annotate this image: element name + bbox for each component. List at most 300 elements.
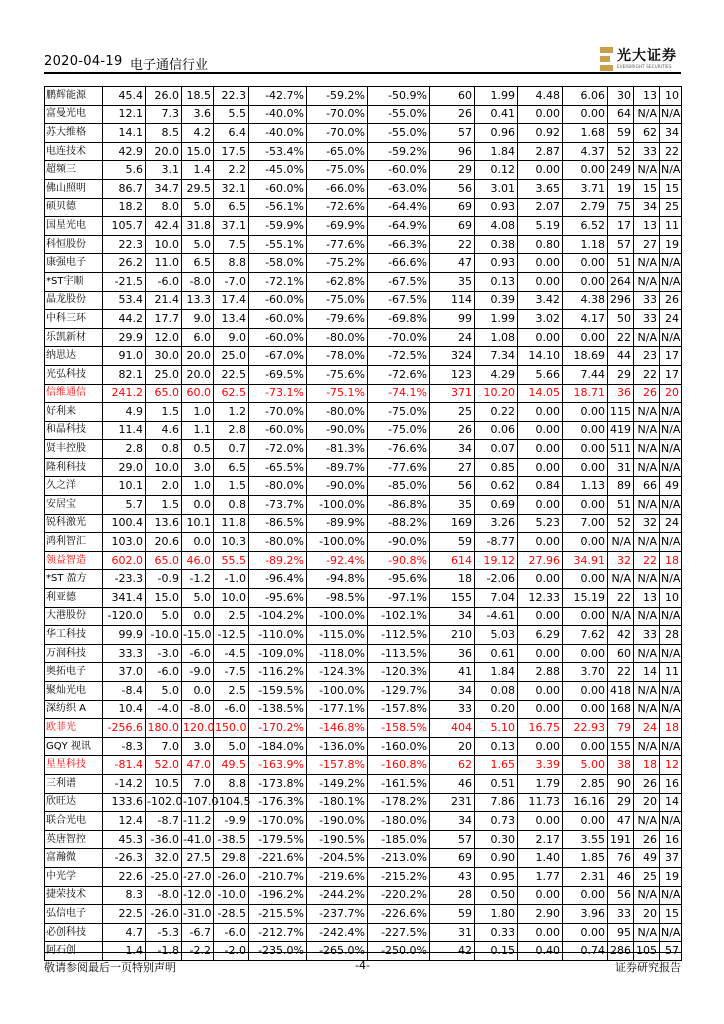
value-cell: -160.8%	[368, 756, 430, 775]
value-cell: -36.0	[146, 830, 182, 849]
value-cell: -170.0%	[249, 812, 307, 831]
value-cell: 90	[608, 774, 634, 793]
value-cell: 105.7	[103, 217, 146, 236]
value-cell: -95.6%	[368, 570, 430, 589]
company-name-cell: 晶龙股份	[45, 291, 103, 310]
value-cell: 57	[660, 942, 682, 961]
value-cell: 26.2	[103, 254, 146, 273]
value-cell: -170.2%	[249, 719, 307, 738]
value-cell: -26.3	[103, 849, 146, 868]
company-name-cell: 好利来	[45, 403, 103, 422]
value-cell: 0.00	[518, 533, 563, 552]
brand-logo	[600, 47, 677, 71]
value-cell: 0.39	[475, 291, 518, 310]
value-cell: 22	[430, 235, 475, 254]
value-cell: -70.0%	[307, 105, 368, 124]
value-cell: 4.08	[475, 217, 518, 236]
value-cell: N/A	[634, 644, 660, 663]
page-number: -4-	[355, 959, 370, 972]
value-cell: -94.8%	[307, 570, 368, 589]
value-cell: 13.3	[182, 291, 214, 310]
value-cell: 53.4	[103, 291, 146, 310]
value-cell: N/A	[634, 328, 660, 347]
value-cell: -124.3%	[307, 663, 368, 682]
value-cell: 42.4	[146, 217, 182, 236]
value-cell: -220.2%	[368, 886, 430, 905]
value-cell: 3.55	[563, 830, 608, 849]
value-cell: 3.39	[518, 756, 563, 775]
value-cell: -81.3%	[307, 440, 368, 459]
value-cell: -58.0%	[249, 254, 307, 273]
company-name-cell: 联合光电	[45, 812, 103, 831]
value-cell: -176.3%	[249, 793, 307, 812]
value-cell: 10	[660, 87, 682, 106]
value-cell: N/A	[660, 161, 682, 180]
value-cell: -90.0%	[307, 421, 368, 440]
value-cell: 1.85	[563, 849, 608, 868]
value-cell: -78.0%	[307, 347, 368, 366]
value-cell: 42.9	[103, 142, 146, 161]
value-cell: 37.0	[103, 663, 146, 682]
value-cell: 2.8	[103, 440, 146, 459]
value-cell: 86.7	[103, 179, 146, 198]
value-cell: 4.29	[475, 365, 518, 384]
value-cell: -72.0%	[249, 440, 307, 459]
value-cell: N/A	[660, 923, 682, 942]
value-cell: 51	[608, 496, 634, 515]
value-cell: N/A	[660, 272, 682, 291]
value-cell: 2.17	[518, 830, 563, 849]
value-cell: -112.5%	[368, 626, 430, 645]
value-cell: 15	[660, 179, 682, 198]
value-cell: -90.0%	[307, 477, 368, 496]
value-cell: 59	[430, 905, 475, 924]
value-cell: -102.0	[146, 793, 182, 812]
company-name-cell: 光弘科技	[45, 365, 103, 384]
value-cell: 3.02	[518, 310, 563, 329]
value-cell: 24	[634, 719, 660, 738]
value-cell: 0.07	[475, 440, 518, 459]
value-cell: 0.74	[563, 942, 608, 961]
value-cell: 41	[430, 663, 475, 682]
value-cell: N/A	[660, 105, 682, 124]
company-name-cell: GQY 视讯	[45, 737, 103, 756]
value-cell: -75.0%	[307, 161, 368, 180]
value-cell: -129.7%	[368, 682, 430, 701]
value-cell: -9.9	[214, 812, 249, 831]
value-cell: N/A	[660, 421, 682, 440]
value-cell: 1.99	[475, 310, 518, 329]
value-cell: -59.2%	[307, 87, 368, 106]
value-cell: 6.5	[214, 458, 249, 477]
value-cell: -4.5	[214, 644, 249, 663]
value-cell: 20	[430, 737, 475, 756]
table-row	[45, 142, 682, 161]
value-cell: 0.69	[475, 496, 518, 515]
value-cell: 32	[608, 551, 634, 570]
value-cell: -77.6%	[368, 458, 430, 477]
value-cell: 46.0	[182, 551, 214, 570]
value-cell: -8.3	[103, 737, 146, 756]
value-cell: 25.0	[146, 365, 182, 384]
value-cell: 22.3	[103, 235, 146, 254]
value-cell: -67.5%	[368, 291, 430, 310]
value-cell: N/A	[608, 607, 634, 626]
table-row	[45, 198, 682, 217]
value-cell: 62	[430, 756, 475, 775]
value-cell: 15.19	[563, 589, 608, 608]
value-cell: 8.8	[214, 254, 249, 273]
value-cell: 10.5	[146, 774, 182, 793]
value-cell: N/A	[634, 607, 660, 626]
value-cell: -72.6%	[368, 365, 430, 384]
value-cell: -59.2%	[368, 142, 430, 161]
value-cell: N/A	[634, 403, 660, 422]
value-cell: 0.00	[563, 700, 608, 719]
company-name-cell: 贤丰控股	[45, 440, 103, 459]
value-cell: 1.79	[518, 774, 563, 793]
value-cell: 6.4	[214, 124, 249, 143]
table-row	[45, 403, 682, 422]
value-cell: -67.5%	[368, 272, 430, 291]
value-cell: 0.00	[518, 328, 563, 347]
value-cell: -118.0%	[307, 644, 368, 663]
value-cell: 29.8	[214, 849, 249, 868]
value-cell: 1.5	[146, 403, 182, 422]
value-cell: 296	[608, 291, 634, 310]
value-cell: -107.0	[182, 793, 214, 812]
value-cell: N/A	[660, 458, 682, 477]
value-cell: 12.4	[103, 812, 146, 831]
company-name-cell: 万润科技	[45, 644, 103, 663]
value-cell: 10.0	[146, 458, 182, 477]
value-cell: 123	[430, 365, 475, 384]
table-row	[45, 830, 682, 849]
value-cell: 34.7	[146, 179, 182, 198]
value-cell: 13.6	[146, 514, 182, 533]
value-cell: 27.96	[518, 551, 563, 570]
value-cell: 56	[430, 477, 475, 496]
value-cell: 22.6	[103, 867, 146, 886]
table-row	[45, 682, 682, 701]
value-cell: 10.1	[182, 514, 214, 533]
table-row	[45, 923, 682, 942]
value-cell: -159.5%	[249, 682, 307, 701]
value-cell: -11.2	[182, 812, 214, 831]
value-cell: 24	[660, 310, 682, 329]
table-row	[45, 589, 682, 608]
value-cell: -62.8%	[307, 272, 368, 291]
value-cell: 8.5	[146, 124, 182, 143]
value-cell: -8.7	[146, 812, 182, 831]
value-cell: -23.3	[103, 570, 146, 589]
value-cell: 49	[660, 477, 682, 496]
value-cell: 34	[430, 607, 475, 626]
value-cell: 22	[608, 328, 634, 347]
value-cell: -180.1%	[307, 793, 368, 812]
value-cell: 18.2	[103, 198, 146, 217]
header-date: 2020-04-19	[44, 54, 123, 69]
value-cell: 57	[430, 124, 475, 143]
value-cell: -10.0	[214, 886, 249, 905]
value-cell: -81.4	[103, 756, 146, 775]
value-cell: N/A	[608, 533, 634, 552]
value-cell: -100.0%	[307, 496, 368, 515]
value-cell: -89.2%	[249, 551, 307, 570]
value-cell: 0.00	[563, 403, 608, 422]
value-cell: 10.0	[146, 235, 182, 254]
value-cell: 45.3	[103, 830, 146, 849]
company-name-cell: 中科三环	[45, 310, 103, 329]
value-cell: 7.62	[563, 626, 608, 645]
value-cell: 5.66	[518, 365, 563, 384]
value-cell: -109.0%	[249, 644, 307, 663]
value-cell: 14	[660, 793, 682, 812]
value-cell: 18	[660, 551, 682, 570]
value-cell: 62.5	[214, 384, 249, 403]
value-cell: -72.5%	[368, 347, 430, 366]
value-cell: 0.00	[563, 570, 608, 589]
table-row	[45, 421, 682, 440]
value-cell: 10	[660, 589, 682, 608]
value-cell: 20	[634, 905, 660, 924]
value-cell: 0.00	[563, 458, 608, 477]
table-row	[45, 347, 682, 366]
value-cell: 35	[430, 496, 475, 515]
value-cell: 0.00	[563, 644, 608, 663]
value-cell: 169	[430, 514, 475, 533]
value-cell: 0.7	[214, 440, 249, 459]
value-cell: 3.26	[475, 514, 518, 533]
value-cell: N/A	[634, 682, 660, 701]
value-cell: 33	[634, 310, 660, 329]
value-cell: 5.0	[146, 607, 182, 626]
value-cell: N/A	[660, 496, 682, 515]
value-cell: N/A	[634, 737, 660, 756]
value-cell: 20.0	[146, 142, 182, 161]
value-cell: 1.84	[475, 142, 518, 161]
value-cell: -60.0%	[368, 161, 430, 180]
value-cell: 1.0	[182, 403, 214, 422]
table-row	[45, 365, 682, 384]
table-row	[45, 272, 682, 291]
value-cell: 57	[608, 235, 634, 254]
value-cell: 241.2	[103, 384, 146, 403]
value-cell: -6.0	[214, 700, 249, 719]
table-row	[45, 867, 682, 886]
value-cell: 35	[430, 272, 475, 291]
value-cell: 114	[430, 291, 475, 310]
value-cell: 45.4	[103, 87, 146, 106]
value-cell: 14	[634, 663, 660, 682]
value-cell: -146.8%	[307, 719, 368, 738]
value-cell: 0.00	[518, 737, 563, 756]
value-cell: 1.77	[518, 867, 563, 886]
value-cell: 0.50	[475, 886, 518, 905]
value-cell: 42	[430, 942, 475, 961]
value-cell: 25	[430, 403, 475, 422]
value-cell: -2.0	[214, 942, 249, 961]
value-cell: 29.0	[103, 458, 146, 477]
value-cell: -92.4%	[307, 551, 368, 570]
value-cell: N/A	[660, 328, 682, 347]
table-row	[45, 105, 682, 124]
value-cell: -80.0%	[249, 477, 307, 496]
value-cell: -75.2%	[307, 254, 368, 273]
value-cell: 0.00	[518, 272, 563, 291]
value-cell: -89.9%	[307, 514, 368, 533]
value-cell: 100.4	[103, 514, 146, 533]
value-cell: -72.1%	[249, 272, 307, 291]
company-name-cell: 领益智造	[45, 551, 103, 570]
value-cell: 19	[608, 179, 634, 198]
company-name-cell: 富曼光电	[45, 105, 103, 124]
value-cell: -74.1%	[368, 384, 430, 403]
value-cell: 7.04	[475, 589, 518, 608]
value-cell: 7.5	[214, 235, 249, 254]
value-cell: -70.0%	[249, 403, 307, 422]
value-cell: 91.0	[103, 347, 146, 366]
value-cell: 2.8	[214, 421, 249, 440]
value-cell: 0.13	[475, 737, 518, 756]
value-cell: -65.0%	[307, 142, 368, 161]
value-cell: 0.00	[563, 496, 608, 515]
value-cell: 0.12	[475, 161, 518, 180]
value-cell: 1.5	[146, 496, 182, 515]
value-cell: 65.0	[146, 551, 182, 570]
value-cell: 0.8	[214, 496, 249, 515]
value-cell: 60.0	[182, 384, 214, 403]
value-cell: 11	[660, 663, 682, 682]
value-cell: -88.2%	[368, 514, 430, 533]
value-cell: -157.8%	[307, 756, 368, 775]
value-cell: 17.5	[214, 142, 249, 161]
value-cell: 19.12	[475, 551, 518, 570]
value-cell: -100.0%	[307, 607, 368, 626]
value-cell: -59.9%	[249, 217, 307, 236]
value-cell: 33	[634, 142, 660, 161]
value-cell: -60.0%	[249, 328, 307, 347]
value-cell: 17	[608, 217, 634, 236]
value-cell: N/A	[608, 570, 634, 589]
value-cell: 7.86	[475, 793, 518, 812]
value-cell: -60.0%	[249, 421, 307, 440]
value-cell: 36	[430, 644, 475, 663]
value-cell: 0.93	[475, 198, 518, 217]
value-cell: 602.0	[103, 551, 146, 570]
value-cell: -160.0%	[368, 737, 430, 756]
logo-name: 光大证券	[617, 48, 677, 64]
value-cell: -100.0%	[307, 682, 368, 701]
value-cell: 2.90	[518, 905, 563, 924]
value-cell: -42.7%	[249, 87, 307, 106]
value-cell: 0.00	[518, 440, 563, 459]
value-cell: N/A	[634, 421, 660, 440]
value-cell: 5.00	[563, 756, 608, 775]
value-cell: -3.0	[146, 644, 182, 663]
value-cell: 11.73	[518, 793, 563, 812]
value-cell: 56	[608, 886, 634, 905]
table-row	[45, 179, 682, 198]
value-cell: 57	[430, 830, 475, 849]
value-cell: 1.0	[182, 477, 214, 496]
value-cell: 418	[608, 682, 634, 701]
value-cell: 56	[430, 179, 475, 198]
value-cell: 30	[608, 87, 634, 106]
company-name-cell: 纳思达	[45, 347, 103, 366]
value-cell: -184.0%	[249, 737, 307, 756]
value-cell: -40.0%	[249, 124, 307, 143]
value-cell: 23	[634, 347, 660, 366]
value-cell: 1.1	[182, 421, 214, 440]
value-cell: -8.0	[146, 886, 182, 905]
value-cell: 4.2	[182, 124, 214, 143]
value-cell: 168	[608, 700, 634, 719]
value-cell: -120.3%	[368, 663, 430, 682]
value-cell: N/A	[634, 254, 660, 273]
value-cell: 0.93	[475, 254, 518, 273]
value-cell: 0.00	[563, 682, 608, 701]
value-cell: -64.9%	[368, 217, 430, 236]
value-cell: -6.0	[146, 663, 182, 682]
value-cell: 7.34	[475, 347, 518, 366]
value-cell: -80.0%	[249, 533, 307, 552]
value-cell: -80.0%	[307, 403, 368, 422]
value-cell: 46	[430, 774, 475, 793]
company-name-cell: 苏大维格	[45, 124, 103, 143]
company-name-cell: 华工科技	[45, 626, 103, 645]
value-cell: -75.1%	[307, 384, 368, 403]
company-name-cell: 英唐智控	[45, 830, 103, 849]
value-cell: -8.4	[103, 682, 146, 701]
value-cell: 33	[634, 626, 660, 645]
value-cell: 29	[608, 365, 634, 384]
value-cell: 49	[634, 849, 660, 868]
value-cell: 89	[608, 477, 634, 496]
value-cell: 2.31	[563, 867, 608, 886]
table-row	[45, 161, 682, 180]
value-cell: 10.4	[103, 700, 146, 719]
value-cell: -4.61	[475, 607, 518, 626]
value-cell: 0.80	[518, 235, 563, 254]
value-cell: -6.7	[182, 923, 214, 942]
value-cell: 0.00	[518, 644, 563, 663]
value-cell: 76	[608, 849, 634, 868]
value-cell: N/A	[634, 533, 660, 552]
value-cell: -76.6%	[368, 440, 430, 459]
value-cell: -204.5%	[307, 849, 368, 868]
value-cell: -26.0	[214, 867, 249, 886]
header-rule	[44, 72, 681, 74]
value-cell: 371	[430, 384, 475, 403]
value-cell: 3.1	[146, 161, 182, 180]
value-cell: 34	[430, 682, 475, 701]
value-cell: 38	[608, 756, 634, 775]
value-cell: 1.80	[475, 905, 518, 924]
value-cell: 10.0	[214, 589, 249, 608]
value-cell: -69.5%	[249, 365, 307, 384]
value-cell: N/A	[634, 458, 660, 477]
value-cell: 16.75	[518, 719, 563, 738]
value-cell: 27.5	[182, 849, 214, 868]
value-cell: 0.00	[518, 886, 563, 905]
value-cell: -7.5	[214, 663, 249, 682]
value-cell: -21.5	[103, 272, 146, 291]
value-cell: 20.0	[182, 347, 214, 366]
value-cell: 0.0	[182, 607, 214, 626]
company-name-cell: 星星科技	[45, 756, 103, 775]
value-cell: 0.00	[518, 700, 563, 719]
